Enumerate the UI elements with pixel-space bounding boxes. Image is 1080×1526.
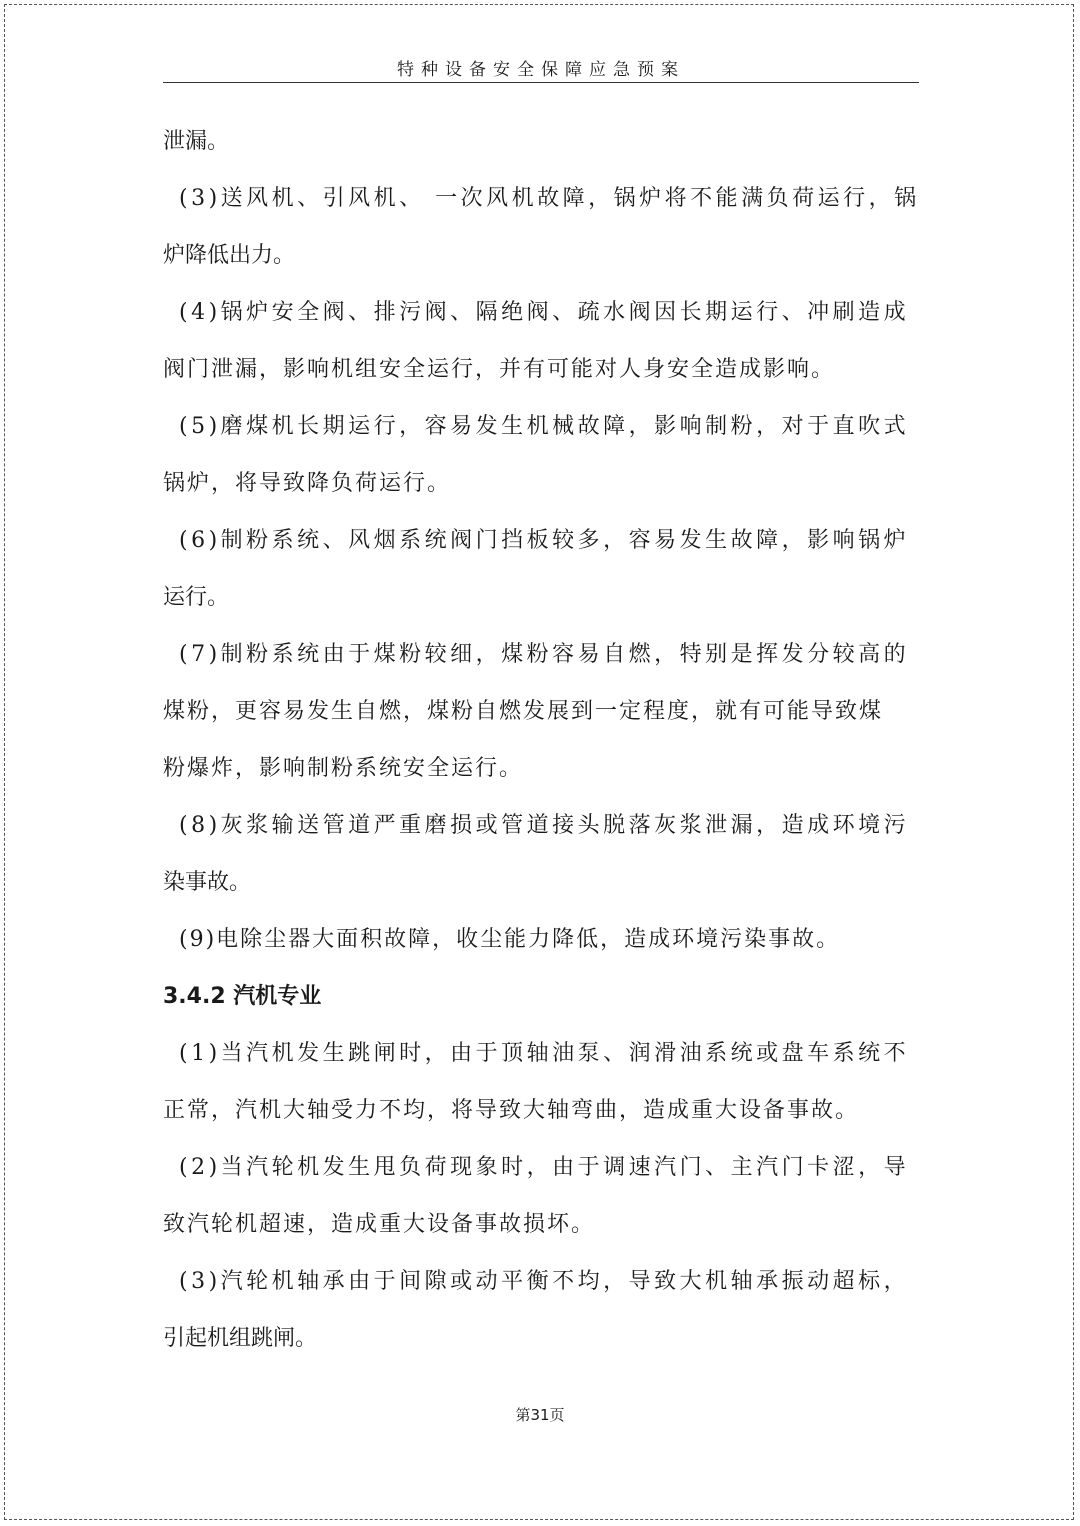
text-line: 炉降低出力。 [163, 243, 296, 268]
text-line: 运行。 [163, 585, 230, 610]
text-line: 泄漏。 [163, 129, 230, 154]
text-line: 染事故。 [163, 870, 252, 895]
page-number: 第31页 [515, 1406, 565, 1424]
text-line: (3)送风机、引风机、 一次风机故障，锅炉将不能满负荷运行，锅 [179, 186, 920, 211]
document-body [163, 113, 923, 1367]
text-line: (6)制粉系统、风烟系统阀门挡板较多，容易发生故障，影响锅炉 [179, 528, 910, 553]
text-line: (1)当汽机发生跳闸时，由于顶轴油泵、润滑油系统或盘车系统不 [179, 1041, 910, 1066]
text-line: 阀门泄漏，影响机组安全运行，并有可能对人身安全造成影响。 [163, 357, 836, 382]
text-line: (3)汽轮机轴承由于间隙或动平衡不均，导致大机轴承振动超标， [179, 1269, 910, 1294]
text-line: 粉爆炸，影响制粉系统安全运行。 [163, 756, 524, 781]
text-line: (2)当汽轮机发生甩负荷现象时，由于调速汽门、主汽门卡涩，导 [179, 1155, 910, 1180]
text-line: 致汽轮机超速，造成重大设备事故损坏。 [163, 1212, 596, 1237]
text-line: 正常，汽机大轴受力不均，将导致大轴弯曲，造成重大设备事故。 [163, 1098, 860, 1123]
text-line: (9)电除尘器大面积故障，收尘能力降低，造成环境污染事故。 [179, 927, 841, 952]
header-divider [163, 82, 919, 83]
page-header-title: 特种设备安全保障应急预案 [397, 60, 685, 80]
text-line: 煤粉，更容易发生自燃，煤粉自燃发展到一定程度，就有可能导致煤 [163, 699, 884, 724]
section-heading: 3.4.2 汽机专业 [163, 984, 322, 1009]
text-line: (8)灰浆输送管道严重磨损或管道接头脱落灰浆泄漏，造成环境污 [179, 813, 910, 838]
text-line: (7)制粉系统由于煤粉较细，煤粉容易自燃，特别是挥发分较高的 [179, 642, 910, 667]
text-line: (4)锅炉安全阀、排污阀、隔绝阀、疏水阀因长期运行、冲刷造成 [179, 300, 910, 325]
text-line: 引起机组跳闸。 [163, 1326, 318, 1351]
text-line: 锅炉，将导致降负荷运行。 [163, 471, 452, 496]
text-line: (5)磨煤机长期运行，容易发生机械故障，影响制粉，对于直吹式 [179, 414, 910, 439]
